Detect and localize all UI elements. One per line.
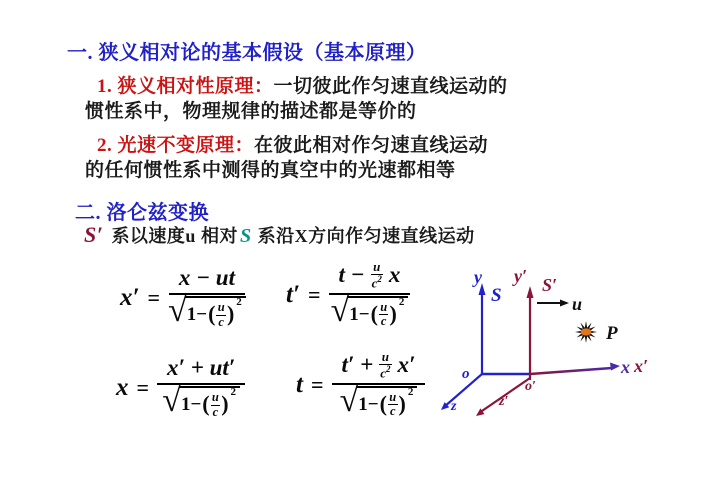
- radical-sign: √: [339, 381, 359, 419]
- denominator: [162, 382, 240, 420]
- principle1-line1: [97, 71, 508, 98]
- velocity-arrowhead: [560, 300, 569, 307]
- frame-s-symbol: S: [239, 225, 252, 247]
- x-axis-right: [530, 368, 612, 374]
- label-x-prime: x′: [634, 356, 649, 376]
- u-over-c: u c: [389, 389, 397, 419]
- numerator: x′ + ut′: [157, 356, 245, 385]
- radical-sign: √: [162, 382, 181, 420]
- principle1-line2: 惯性系中，物理规律的描述都是等价的: [85, 101, 417, 122]
- u-over-c-squared: $\frac{u}{c^2}$: [380, 349, 391, 380]
- principle2-text1: 在彼此相对作匀速直线运动: [254, 135, 489, 156]
- radicand: 1− ( u c ) 2: [179, 386, 240, 420]
- equals-sign: =: [310, 371, 324, 397]
- numerator: t′ + $\frac{u}{c^2}$ x′: [332, 350, 426, 385]
- equals-sign: =: [307, 281, 321, 307]
- relativity-frames-diagram: [428, 252, 668, 430]
- formula-t-prime: [286, 260, 410, 329]
- section1-title: 一. 狭义相对论的基本假设（基本原理）: [67, 42, 427, 64]
- principle1-label: 1. 狭义相对性原理：: [97, 76, 274, 97]
- equals-sign: =: [136, 374, 150, 400]
- u-over-c: u c: [380, 299, 388, 329]
- fraction: [332, 350, 426, 419]
- radicand: 1− ( u c ) 2: [185, 296, 246, 330]
- label-x: x: [621, 357, 630, 377]
- numerator: x − ut: [169, 266, 245, 295]
- formula-lhs: x: [116, 373, 129, 401]
- radicand: 1− ( u c ) 2: [347, 296, 408, 330]
- numerator: t − $\frac{u}{c^2}$ x: [329, 260, 411, 295]
- y-prime-axis-arrowhead: [527, 286, 534, 298]
- fraction: [329, 260, 411, 329]
- label-z: z: [451, 399, 457, 414]
- label-s-prime-frame: S′: [542, 275, 558, 295]
- u-over-c: u c: [217, 300, 225, 329]
- formula-lhs: t′: [286, 280, 300, 308]
- principle2-label: 2. 光速不变原理：: [97, 135, 255, 156]
- u-over-c-squared: $\frac{u}{c^2}$: [371, 259, 382, 290]
- formula-x-prime: [120, 266, 246, 330]
- principle1-text1: 一切彼此作匀速直线运动的: [273, 76, 508, 97]
- denominator: [339, 381, 418, 420]
- label-s-frame: S: [491, 285, 502, 306]
- label-y: y: [474, 267, 482, 287]
- fraction: [157, 356, 245, 420]
- formula-lhs: x′: [120, 283, 140, 311]
- label-z-prime: z′: [499, 394, 509, 409]
- equals-sign: =: [147, 284, 161, 310]
- denominator: [330, 291, 409, 330]
- frames-desc-part1: 系以速度u 相对: [111, 226, 238, 246]
- frame-sprime-symbol: S′: [84, 222, 104, 247]
- formula-lhs: t: [296, 370, 303, 398]
- x-axis-arrowhead: [610, 363, 620, 371]
- label-p: P: [606, 323, 618, 344]
- radicand: 1− ( u c ) 2: [356, 386, 417, 420]
- principle2-line2: 的任何惯性系中测得的真空中的光速都相等: [85, 160, 456, 181]
- formula-t: [296, 350, 425, 419]
- section2-title: 二. 洛仑兹变换: [75, 202, 209, 224]
- fraction: [168, 266, 246, 330]
- u-over-c: u c: [211, 390, 219, 419]
- label-o-prime: o′: [525, 379, 536, 394]
- radical-sign: √: [330, 291, 350, 329]
- label-u: u: [572, 294, 583, 314]
- event-starburst-core: [581, 328, 592, 335]
- radical-sign: √: [168, 292, 187, 330]
- frames-description: [84, 222, 475, 248]
- denominator: [168, 292, 246, 330]
- principle2-line1: [97, 130, 488, 157]
- label-y-prime: y′: [514, 266, 528, 286]
- label-o: o: [462, 366, 470, 382]
- formula-x: [116, 356, 245, 420]
- frames-desc-part2: 系沿X方向作匀速直线运动: [257, 226, 475, 246]
